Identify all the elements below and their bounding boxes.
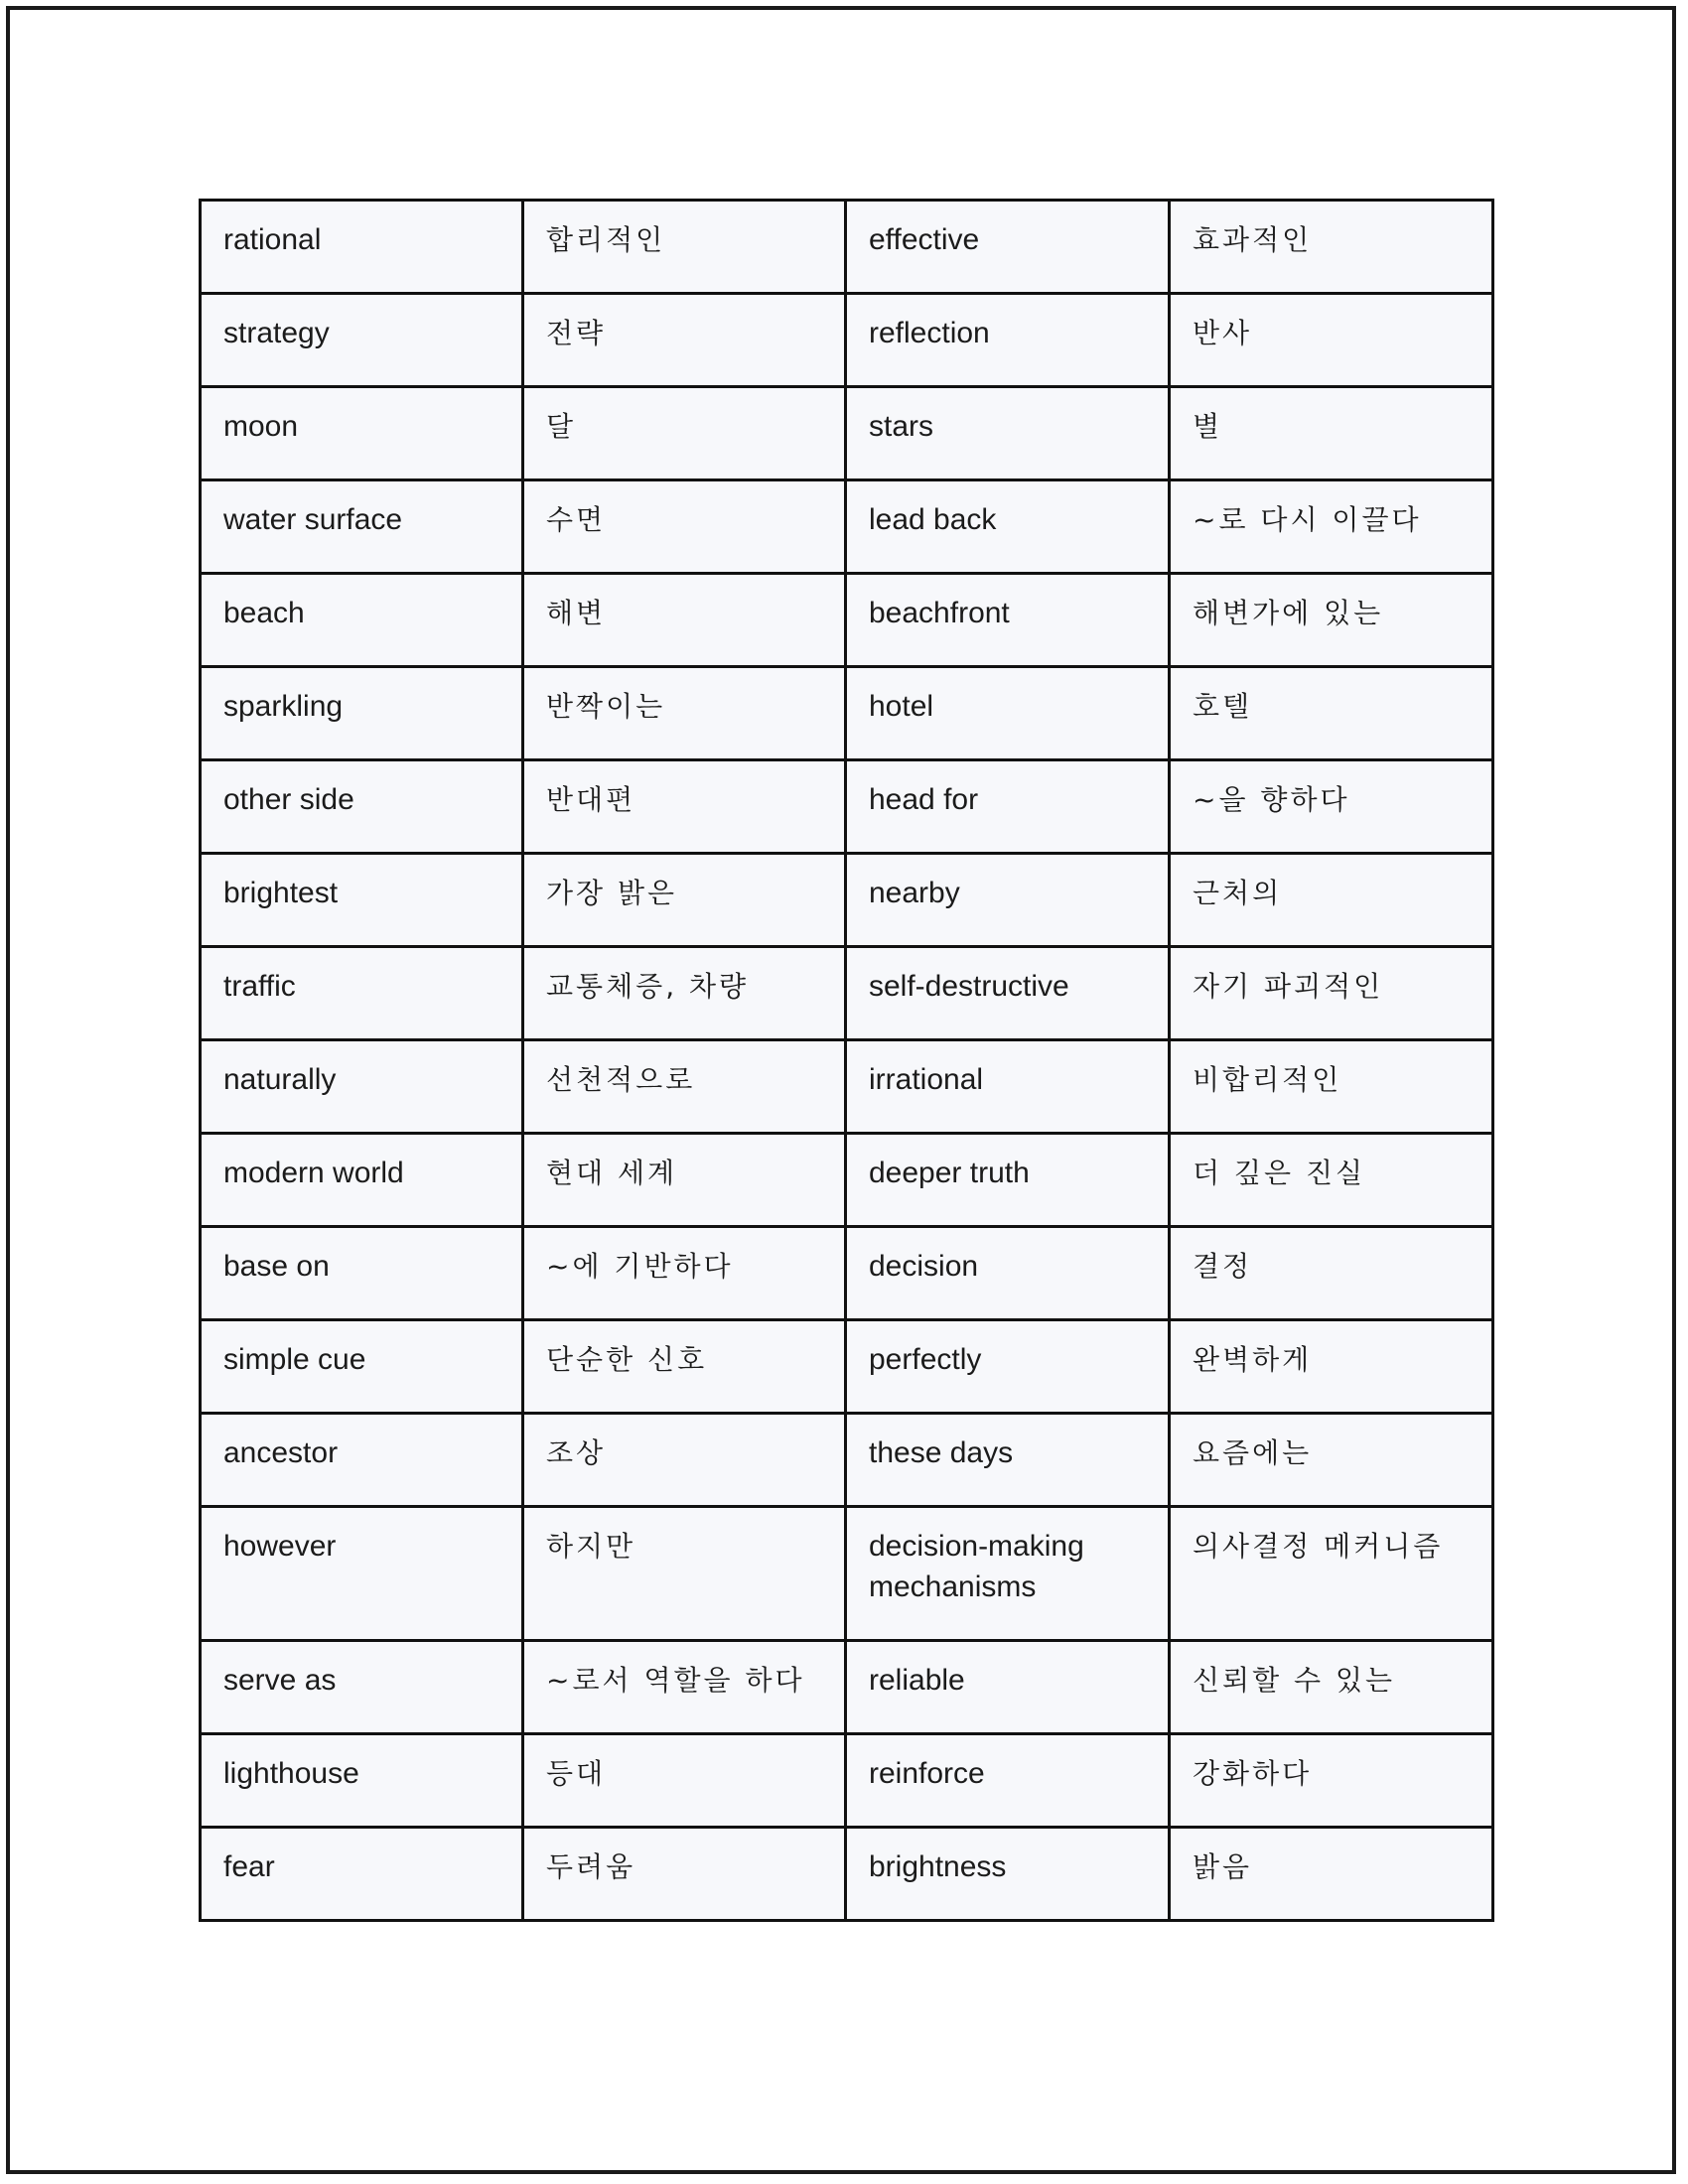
english-term-cell: reflection xyxy=(846,294,1170,387)
korean-meaning-cell: 반짝이는 xyxy=(523,667,846,760)
korean-meaning-cell: 반대편 xyxy=(523,760,846,854)
korean-meaning-cell: 자기 파괴적인 xyxy=(1170,947,1493,1040)
korean-meaning-cell: 요즘에는 xyxy=(1170,1414,1493,1507)
korean-meaning-cell: 별 xyxy=(1170,387,1493,480)
english-term-cell: modern world xyxy=(201,1134,523,1227)
table-row xyxy=(201,201,1493,294)
korean-meaning-cell: 효과적인 xyxy=(1170,201,1493,294)
english-term-cell: hotel xyxy=(846,667,1170,760)
table-row xyxy=(201,1227,1493,1320)
english-term-cell: beachfront xyxy=(846,574,1170,667)
korean-meaning-cell: 신뢰할 수 있는 xyxy=(1170,1641,1493,1734)
table-row xyxy=(201,1734,1493,1828)
english-term-cell: brightness xyxy=(846,1828,1170,1921)
korean-meaning-cell: 선천적으로 xyxy=(523,1040,846,1134)
english-term-cell: moon xyxy=(201,387,523,480)
english-term-cell: head for xyxy=(846,760,1170,854)
korean-meaning-cell: 두려움 xyxy=(523,1828,846,1921)
english-term-cell: nearby xyxy=(846,854,1170,947)
english-term-cell: reinforce xyxy=(846,1734,1170,1828)
korean-meaning-cell: 해변가에 있는 xyxy=(1170,574,1493,667)
english-term-cell: ancestor xyxy=(201,1414,523,1507)
english-term-cell: water surface xyxy=(201,480,523,574)
korean-meaning-cell: 비합리적인 xyxy=(1170,1040,1493,1134)
korean-meaning-cell: ~로 다시 이끌다 xyxy=(1170,480,1493,574)
english-term-cell: other side xyxy=(201,760,523,854)
vocabulary-table xyxy=(199,199,1494,1922)
korean-meaning-cell: 단순한 신호 xyxy=(523,1320,846,1414)
table-row xyxy=(201,1320,1493,1414)
table-row xyxy=(201,947,1493,1040)
korean-meaning-cell: 더 깊은 진실 xyxy=(1170,1134,1493,1227)
english-term-cell: however xyxy=(201,1507,523,1641)
korean-meaning-cell: 결정 xyxy=(1170,1227,1493,1320)
english-term-cell: serve as xyxy=(201,1641,523,1734)
table-row xyxy=(201,480,1493,574)
english-term-cell: brightest xyxy=(201,854,523,947)
english-term-cell: fear xyxy=(201,1828,523,1921)
korean-meaning-cell: 의사결정 메커니즘 xyxy=(1170,1507,1493,1641)
english-term-cell: lighthouse xyxy=(201,1734,523,1828)
english-term-cell: these days xyxy=(846,1414,1170,1507)
table-row xyxy=(201,574,1493,667)
table-row xyxy=(201,1040,1493,1134)
table-row xyxy=(201,760,1493,854)
english-term-cell: reliable xyxy=(846,1641,1170,1734)
korean-meaning-cell: 현대 세계 xyxy=(523,1134,846,1227)
korean-meaning-cell: 달 xyxy=(523,387,846,480)
table-row xyxy=(201,294,1493,387)
english-term-cell: rational xyxy=(201,201,523,294)
english-term-cell: effective xyxy=(846,201,1170,294)
korean-meaning-cell: 합리적인 xyxy=(523,201,846,294)
english-term-cell: strategy xyxy=(201,294,523,387)
korean-meaning-cell: 교통체증, 차량 xyxy=(523,947,846,1040)
table-row xyxy=(201,387,1493,480)
english-term-cell: irrational xyxy=(846,1040,1170,1134)
table-row xyxy=(201,1414,1493,1507)
table-row xyxy=(201,667,1493,760)
table-row xyxy=(201,1507,1493,1641)
korean-meaning-cell: 수면 xyxy=(523,480,846,574)
table-row xyxy=(201,854,1493,947)
english-term-cell: self-destructive xyxy=(846,947,1170,1040)
korean-meaning-cell: 반사 xyxy=(1170,294,1493,387)
english-term-cell: naturally xyxy=(201,1040,523,1134)
english-term-cell: base on xyxy=(201,1227,523,1320)
korean-meaning-cell: 완벽하게 xyxy=(1170,1320,1493,1414)
korean-meaning-cell: 밝음 xyxy=(1170,1828,1493,1921)
korean-meaning-cell: 가장 밝은 xyxy=(523,854,846,947)
english-term-cell: deeper truth xyxy=(846,1134,1170,1227)
english-term-cell: stars xyxy=(846,387,1170,480)
english-term-cell: traffic xyxy=(201,947,523,1040)
korean-meaning-cell: ~에 기반하다 xyxy=(523,1227,846,1320)
english-term-cell: simple cue xyxy=(201,1320,523,1414)
korean-meaning-cell: 강화하다 xyxy=(1170,1734,1493,1828)
korean-meaning-cell: 조상 xyxy=(523,1414,846,1507)
korean-meaning-cell: 호텔 xyxy=(1170,667,1493,760)
korean-meaning-cell: ~로서 역할을 하다 xyxy=(523,1641,846,1734)
korean-meaning-cell: ~을 향하다 xyxy=(1170,760,1493,854)
korean-meaning-cell: 해변 xyxy=(523,574,846,667)
korean-meaning-cell: 근처의 xyxy=(1170,854,1493,947)
vocabulary-table-body xyxy=(201,201,1493,1921)
table-row xyxy=(201,1641,1493,1734)
table-row xyxy=(201,1134,1493,1227)
korean-meaning-cell: 등대 xyxy=(523,1734,846,1828)
english-term-cell: decision-making mechanisms xyxy=(846,1507,1170,1641)
english-term-cell: sparkling xyxy=(201,667,523,760)
korean-meaning-cell: 전략 xyxy=(523,294,846,387)
english-term-cell: lead back xyxy=(846,480,1170,574)
english-term-cell: beach xyxy=(201,574,523,667)
english-term-cell: perfectly xyxy=(846,1320,1170,1414)
table-row xyxy=(201,1828,1493,1921)
english-term-cell: decision xyxy=(846,1227,1170,1320)
korean-meaning-cell: 하지만 xyxy=(523,1507,846,1641)
